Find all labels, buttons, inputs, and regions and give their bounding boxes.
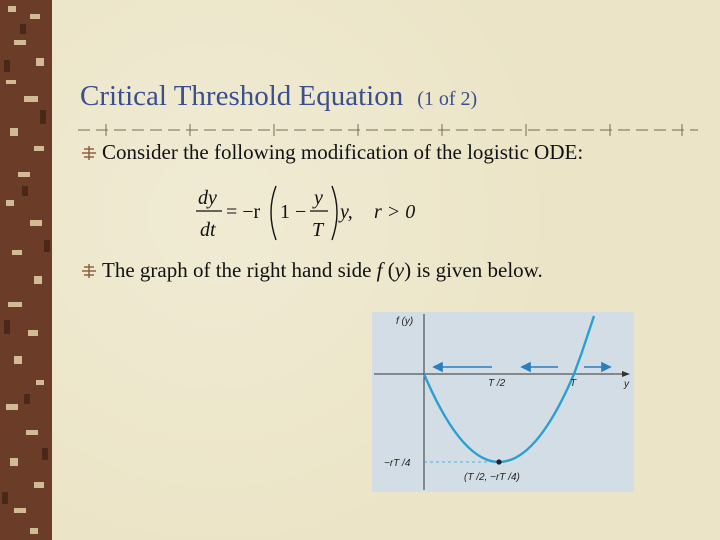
vertex-label: (T /2, −rT /4): [464, 472, 520, 483]
bullet-text-2: [102, 258, 543, 283]
bullet-2-suffix: ) is given below.: [404, 258, 543, 282]
title-suffix: (1 of 2): [417, 88, 478, 110]
bullet-2-var: y: [394, 258, 405, 282]
bullet-2-func: f: [376, 258, 383, 282]
bullet-icon: [82, 146, 96, 160]
eq-equals: = −r: [226, 201, 261, 223]
slide-title: [80, 80, 477, 113]
y-axis-label: f (y): [396, 316, 414, 327]
eq-lhs-denominator: dt: [200, 219, 216, 241]
vertex-point: [496, 459, 501, 464]
eq-lhs-numerator: dy: [198, 187, 217, 209]
x-axis-label: y: [624, 379, 629, 390]
decorative-strip: [0, 0, 52, 540]
rhs-curve: [424, 316, 594, 462]
rhs-graph: [372, 312, 634, 492]
flow-arrows: [434, 363, 610, 371]
title-divider: [78, 120, 698, 136]
eq-one-minus: 1 −: [280, 201, 307, 223]
title-text: Critical Threshold Equation: [80, 80, 404, 112]
logistic-equation: [190, 180, 430, 246]
bullet-text-1: Consider the following modification of the logistic ODE:: [102, 140, 584, 164]
min-value-label: −rT /4: [384, 458, 411, 469]
bullet-2-paren: (: [382, 258, 395, 282]
tick-t: T: [570, 378, 577, 389]
eq-inner-numerator: y: [314, 187, 323, 209]
eq-inner-denominator: T: [312, 219, 324, 241]
eq-trail: y,: [340, 201, 353, 223]
bullet-icon: [82, 264, 96, 278]
bullet-2-prefix: The graph of the right hand side: [102, 258, 377, 282]
eq-condition: r > 0: [374, 201, 416, 223]
tick-t-half: T /2: [488, 378, 506, 389]
